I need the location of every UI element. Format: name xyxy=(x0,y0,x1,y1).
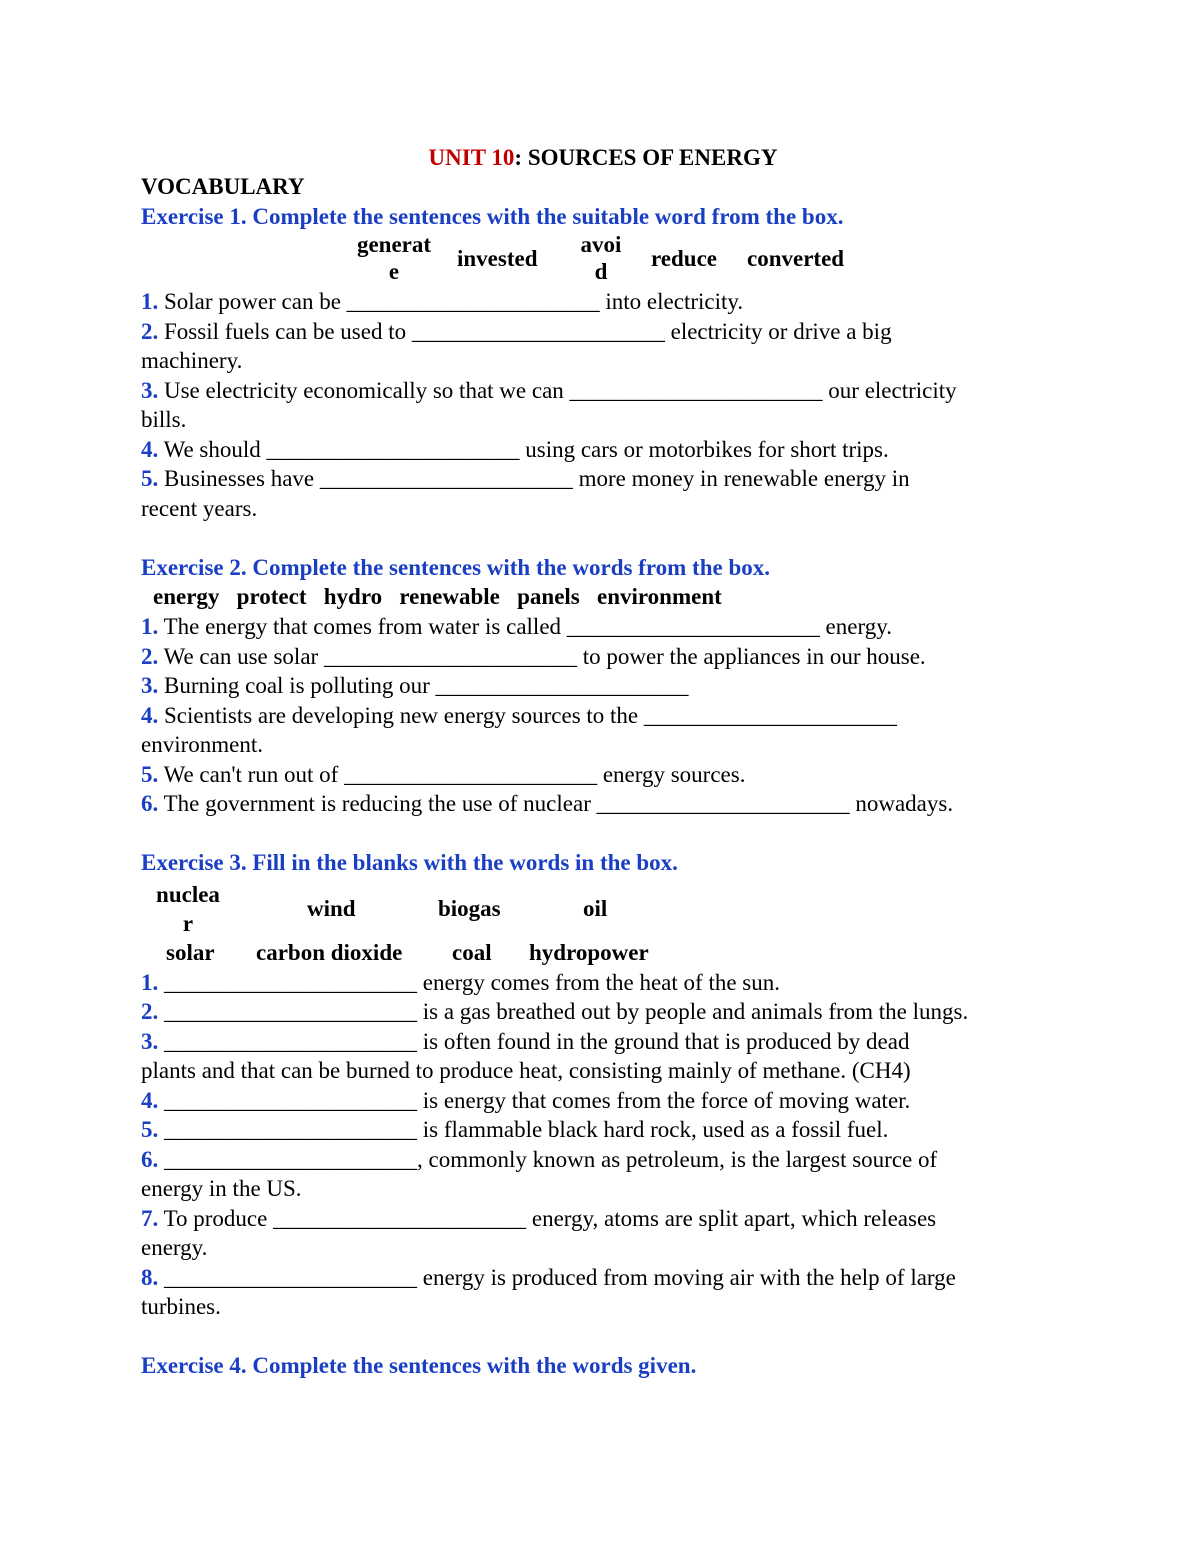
word-box-item: converted xyxy=(747,246,845,271)
exercise-4-heading: Exercise 4. Complete the sentences with the words given. xyxy=(141,1353,697,1378)
item-number: 6. xyxy=(141,1146,159,1172)
list-item xyxy=(141,1233,1071,1263)
list-item xyxy=(141,1086,1071,1116)
list-item xyxy=(141,760,1071,790)
item-text: recent years. xyxy=(141,495,258,521)
item-text: ______________________ is often found in the ground that is produced by dead xyxy=(158,1028,910,1054)
list-item xyxy=(141,612,1071,642)
item-text: We should ______________________ using cars or motorbikes for short trips. xyxy=(158,436,889,462)
item-number: 4. xyxy=(141,436,159,462)
list-item xyxy=(141,642,1071,672)
word-box-item: nuclea r xyxy=(156,881,220,936)
exercise-3-items xyxy=(141,968,1071,1322)
item-number: 5. xyxy=(141,466,159,491)
item-number: 3. xyxy=(141,377,159,403)
item-number: 2. xyxy=(141,318,159,344)
list-item xyxy=(141,730,1071,760)
item-text: We can use solar ______________________ to power the appliances in our house. xyxy=(158,643,926,669)
list-item xyxy=(141,1145,1071,1175)
unit-title: : SOURCES OF ENERGY xyxy=(514,145,778,170)
item-text: Solar power can be ______________________ into electricity. xyxy=(158,289,744,314)
word-box-item: reduce xyxy=(651,246,718,271)
item-text: ______________________ energy is produced from moving air with the help of large xyxy=(158,1264,956,1290)
list-item xyxy=(141,1115,1071,1145)
item-text: Burning coal is polluting our ______________________ xyxy=(158,673,689,698)
item-text: machinery. xyxy=(141,348,243,373)
item-text: Use electricity economically so that we can ______________________ our electricity xyxy=(158,377,957,403)
word-box-item: biogas xyxy=(438,895,501,921)
list-item xyxy=(141,1263,1071,1293)
exercise-1-heading: Exercise 1. Complete the sentences with the suitable word from the box. xyxy=(141,203,844,229)
item-text: The energy that comes from water is called ______________________ energy. xyxy=(158,614,892,639)
item-text: ______________________ energy comes from the heat of the sun. xyxy=(158,969,780,995)
item-text: We can't run out of ______________________ energy sources. xyxy=(158,761,746,787)
exercise-3-heading: Exercise 3. Fill in the blanks with the words in the box. xyxy=(141,850,678,875)
unit-label: UNIT 10 xyxy=(428,145,515,170)
word-box-item: coal xyxy=(452,939,492,965)
vocabulary-heading: VOCABULARY xyxy=(141,174,305,199)
item-number: 8. xyxy=(141,1264,159,1290)
item-text: Scientists are developing new energy sources to the ______________________ xyxy=(158,702,897,728)
list-item xyxy=(141,701,1071,731)
item-text: ______________________ is flammable black hard rock, used as a fossil fuel. xyxy=(158,1117,889,1142)
item-text: environment. xyxy=(141,732,263,757)
worksheet-page xyxy=(141,143,1071,1381)
list-item xyxy=(141,671,1071,701)
item-text: plants and that can be burned to produce heat, consisting mainly of methane. (CH4) xyxy=(141,1058,911,1083)
page-title xyxy=(138,143,1068,172)
item-number: 4. xyxy=(141,702,159,728)
item-number: 2. xyxy=(141,999,159,1024)
exercise-2-items xyxy=(141,612,1071,819)
word-box-item: generat e xyxy=(356,232,432,284)
item-text: Fossil fuels can be used to ______________________ electricity or drive a big xyxy=(158,318,892,344)
item-text: To produce ______________________ energy, atoms are split apart, which releases xyxy=(158,1205,937,1231)
item-number: 5. xyxy=(141,1117,159,1142)
item-text: energy in the US. xyxy=(141,1176,302,1201)
word-box-item: wind xyxy=(307,895,356,921)
word-box-item: hydropower xyxy=(529,939,649,965)
list-item xyxy=(141,1204,1071,1234)
exercise-1-items xyxy=(141,287,1071,523)
list-item xyxy=(141,997,1071,1027)
exercise-1-word-box xyxy=(141,231,1071,287)
exercise-3-word-box xyxy=(141,878,1071,968)
list-item xyxy=(141,376,1071,406)
item-text: turbines. xyxy=(141,1294,221,1319)
list-item xyxy=(141,287,1071,317)
word-box-item: solar xyxy=(166,939,215,965)
list-item xyxy=(141,968,1071,998)
item-number: 1. xyxy=(141,614,159,639)
item-text: ______________________ is energy that comes from the force of moving water. xyxy=(158,1087,911,1113)
word-box-item: invested xyxy=(457,246,538,271)
item-number: 7. xyxy=(141,1205,159,1231)
item-number: 1. xyxy=(141,969,159,995)
item-number: 6. xyxy=(141,791,159,816)
word-box-item: avoi d xyxy=(580,232,622,284)
item-text: Businesses have ______________________ more money in renewable energy in xyxy=(158,466,910,491)
item-number: 1. xyxy=(141,289,159,314)
item-number: 3. xyxy=(141,1028,159,1054)
item-number: 4. xyxy=(141,1087,159,1113)
exercise-2-word-box: energy protect hydro renewable panels environment xyxy=(153,584,722,609)
word-box-item: carbon dioxide xyxy=(256,939,403,965)
item-number: 2. xyxy=(141,643,159,669)
item-text: ______________________ is a gas breathed out by people and animals from the lungs. xyxy=(158,999,969,1024)
list-item xyxy=(141,435,1071,465)
list-item xyxy=(141,346,1071,376)
list-item xyxy=(141,1292,1071,1322)
item-number: 5. xyxy=(141,761,159,787)
item-text: The government is reducing the use of nuclear ______________________ nowadays. xyxy=(158,791,954,816)
item-text: energy. xyxy=(141,1235,208,1260)
item-text: ______________________, commonly known as petroleum, is the largest source of xyxy=(158,1146,938,1172)
item-number: 3. xyxy=(141,673,159,698)
item-text: bills. xyxy=(141,407,187,432)
word-box-item: oil xyxy=(583,895,608,921)
list-item xyxy=(141,1056,1071,1086)
list-item xyxy=(141,405,1071,435)
list-item xyxy=(141,464,1071,494)
exercise-2-heading: Exercise 2. Complete the sentences with the words from the box. xyxy=(141,554,770,580)
list-item xyxy=(141,494,1071,524)
list-item xyxy=(141,1027,1071,1057)
list-item xyxy=(141,789,1071,819)
list-item xyxy=(141,1174,1071,1204)
list-item xyxy=(141,317,1071,347)
